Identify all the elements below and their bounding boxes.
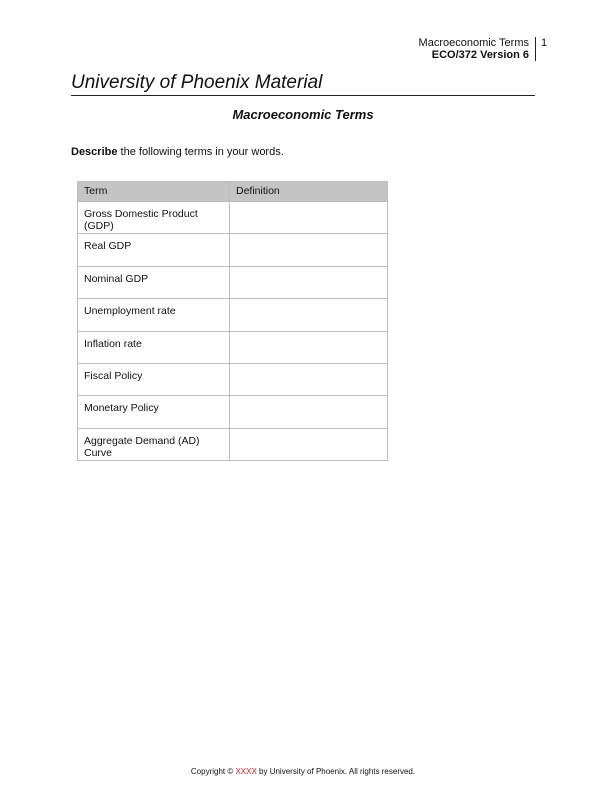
term-cell: Inflation rate — [78, 331, 230, 363]
definition-cell[interactable] — [230, 428, 388, 460]
table-row — [78, 202, 388, 234]
terms-table — [77, 181, 388, 461]
instruction-rest: the following terms in your words. — [117, 146, 284, 158]
running-header — [419, 37, 536, 61]
header-course: ECO/372 Version 6 — [431, 49, 529, 61]
table-row — [78, 266, 388, 298]
term-cell: Fiscal Policy — [78, 363, 230, 395]
definition-cell[interactable] — [230, 234, 388, 266]
document-title: Macroeconomic Terms — [232, 107, 374, 122]
table-header-row — [78, 182, 388, 202]
copyright-footer — [0, 767, 606, 776]
term-cell: Real GDP — [78, 234, 230, 266]
table-row — [78, 299, 388, 331]
definition-cell[interactable] — [230, 331, 388, 363]
instruction-lead: Describe — [71, 146, 118, 158]
term-cell: Aggregate Demand (AD) Curve — [78, 428, 230, 460]
instruction-text — [71, 146, 284, 158]
definition-cell[interactable] — [230, 396, 388, 428]
table-row — [78, 331, 388, 363]
table-row — [78, 363, 388, 395]
footer-suffix: by University of Phoenix. All rights reserved. — [256, 767, 416, 776]
table-row — [78, 428, 388, 460]
term-cell: Nominal GDP — [78, 266, 230, 298]
definition-cell[interactable] — [230, 266, 388, 298]
page-number: 1 — [541, 37, 548, 49]
column-header-definition: Definition — [230, 182, 388, 202]
table-row — [78, 234, 388, 266]
header-doc-name: Macroeconomic Terms — [418, 37, 529, 49]
definition-cell[interactable] — [230, 202, 388, 234]
footer-prefix: Copyright © — [190, 767, 236, 776]
column-header-term: Term — [78, 182, 230, 202]
footer-year-placeholder: XXXX — [235, 767, 257, 776]
term-cell: Unemployment rate — [78, 299, 230, 331]
table-row — [78, 396, 388, 428]
term-cell: Monetary Policy — [78, 396, 230, 428]
term-cell: Gross Domestic Product (GDP) — [78, 202, 230, 234]
brand-title: University of Phoenix Material — [71, 72, 535, 96]
definition-cell[interactable] — [230, 299, 388, 331]
definition-cell[interactable] — [230, 363, 388, 395]
